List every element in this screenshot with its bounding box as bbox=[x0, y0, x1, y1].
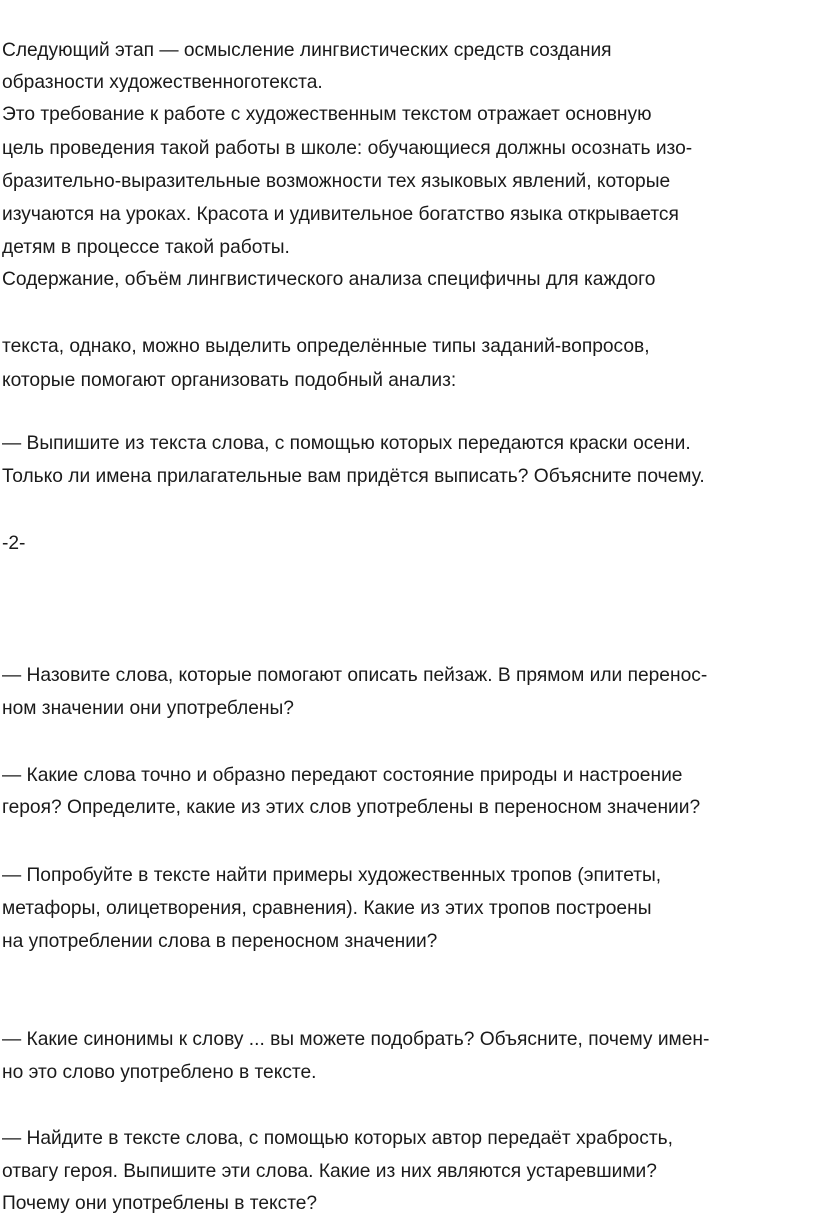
text-line: бразительно-выразительные возможности тех языковых явлений, которые bbox=[2, 171, 671, 192]
list-item-line: Только ли имена прилагательные вам придётся выписать? Объясните почему. bbox=[2, 466, 705, 487]
list-item-line: отвагу героя. Выпишите эти слова. Какие из них являются устаревшими? bbox=[2, 1161, 657, 1182]
text-line: детям в процессе такой работы. bbox=[2, 237, 290, 258]
list-item-line: ном значении они употреблены? bbox=[2, 698, 294, 719]
text-line: изучаются на уроках. Красота и удивительное богатство языка открывается bbox=[2, 204, 679, 225]
list-item-line: героя? Определите, какие из этих слов употреблены в переносном значении? bbox=[2, 797, 701, 818]
list-item-line: на употреблении слова в переносном значении? bbox=[2, 931, 438, 952]
text-line: Содержание, объём лингвистического анализа специфичны для каждого bbox=[2, 269, 656, 290]
list-item-line: — Какие слова точно и образно передают состояние природы и настроение bbox=[2, 765, 683, 786]
page-number: -2- bbox=[2, 533, 26, 554]
list-item-line: — Попробуйте в тексте найти примеры художественных тропов (эпитеты, bbox=[2, 865, 662, 886]
text-line: образности художественноготекста. bbox=[2, 72, 323, 93]
text-line: цель проведения такой работы в школе: обучающиеся должны осознать изо- bbox=[2, 138, 693, 159]
list-item-line: метафоры, олицетворения, сравнения). Какие из этих тропов построены bbox=[2, 898, 652, 919]
text-line: Это требование к работе с художественным текстом отражает основную bbox=[2, 104, 652, 125]
text-line: Следующий этап — осмысление лингвистических средств создания bbox=[2, 40, 612, 61]
list-item-line: но это слово употреблено в тексте. bbox=[2, 1062, 317, 1083]
text-line: которые помогают организовать подобный анализ: bbox=[2, 370, 457, 391]
list-item-line: — Какие синонимы к слову ... вы можете подобрать? Объясните, почему имен- bbox=[2, 1029, 710, 1050]
list-item-line: — Назовите слова, которые помогают описать пейзаж. В прямом или перенос- bbox=[2, 665, 708, 686]
list-item-line: — Найдите в тексте слова, с помощью которых автор передаёт храбрость, bbox=[2, 1128, 673, 1149]
list-item-line: — Выпишите из текста слова, с помощью которых передаются краски осени. bbox=[2, 433, 691, 454]
text-line: текста, однако, можно выделить определённые типы заданий-вопросов, bbox=[2, 336, 650, 357]
list-item-line: Почему они употреблены в тексте? bbox=[2, 1193, 318, 1214]
